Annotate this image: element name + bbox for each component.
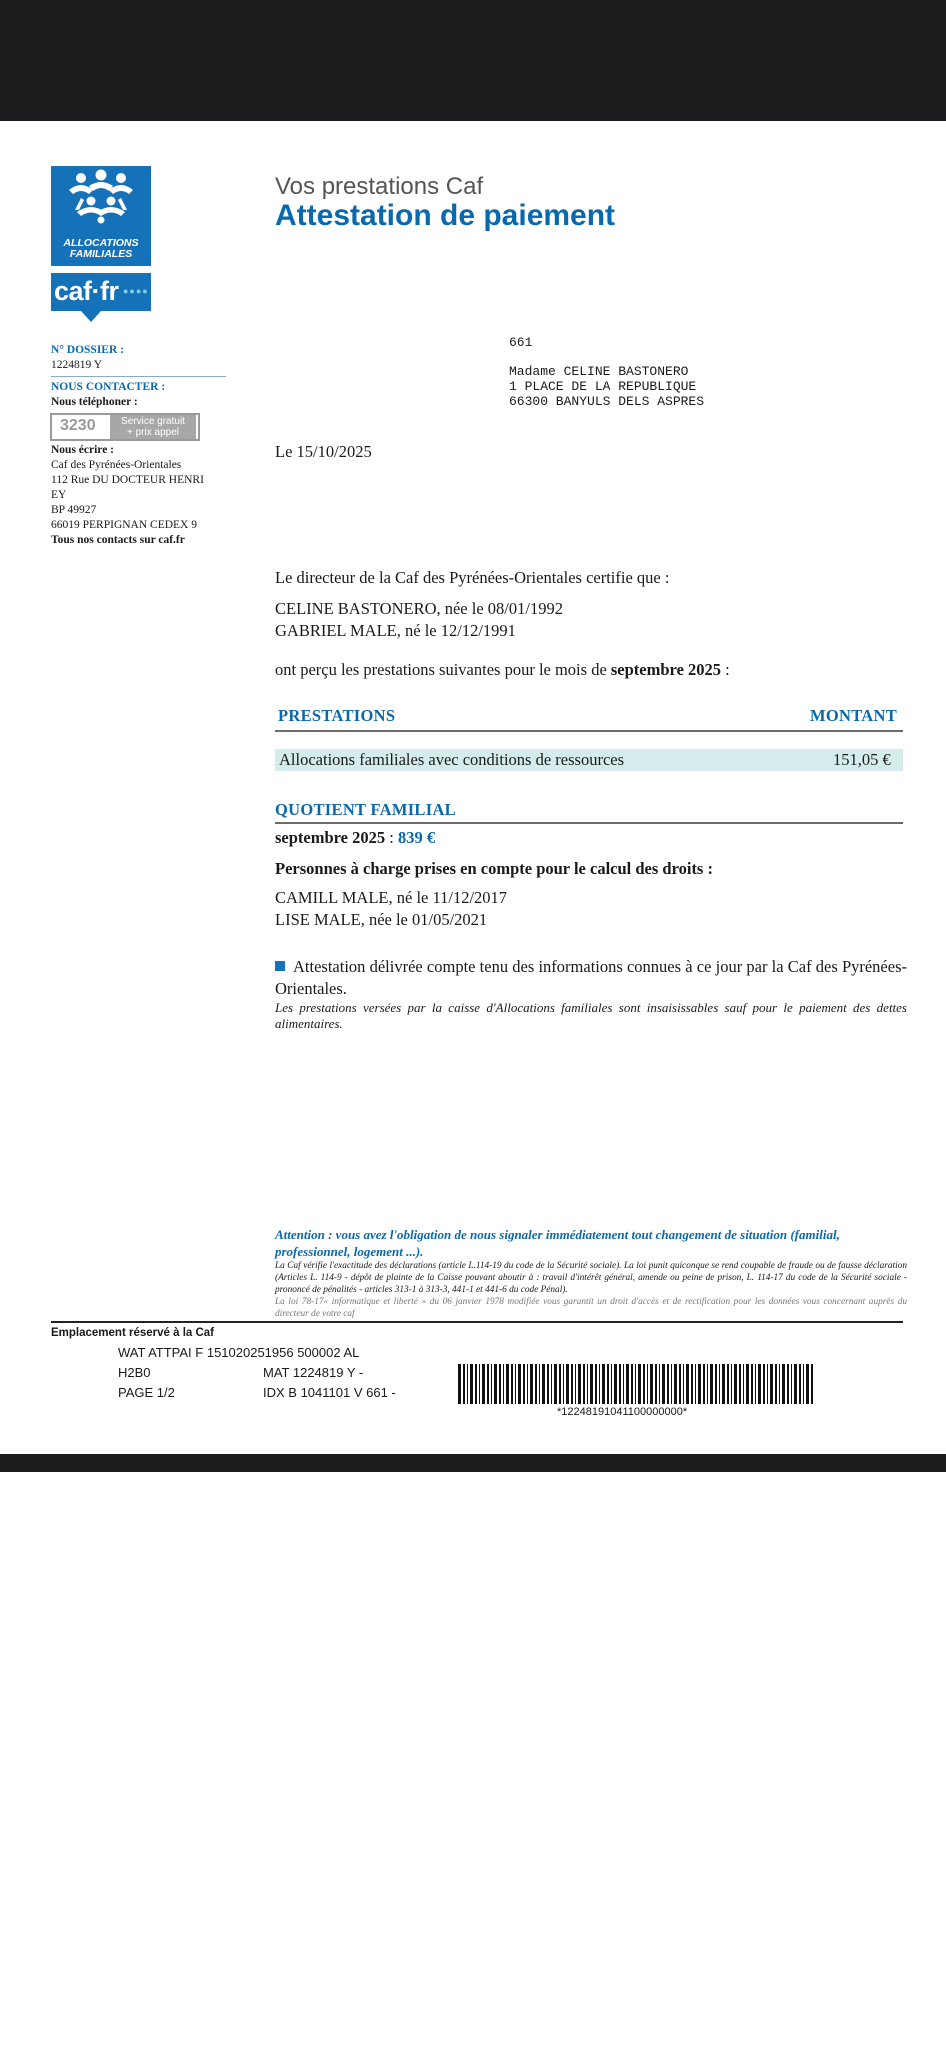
barcode-bar <box>746 1364 749 1404</box>
child: CAMILL MALE, né le 11/12/2017 <box>275 888 508 907</box>
barcode-bar <box>686 1364 689 1404</box>
barcode-bar <box>491 1364 492 1404</box>
charge-title: Personnes à charge prises en compte pour le calcul des droits : <box>275 859 713 878</box>
barcode-bar <box>803 1364 804 1404</box>
page-separator <box>0 1454 946 1472</box>
family-figures-icon <box>51 168 151 230</box>
barcode-bar <box>511 1364 513 1404</box>
sidebar-divider <box>51 376 226 377</box>
barcode-bar <box>719 1364 720 1404</box>
barcode-bar <box>638 1364 641 1404</box>
recipient-line: Madame CELINE BASTONERO <box>509 364 689 379</box>
received-line <box>275 659 730 681</box>
top-dark-bar <box>0 0 946 121</box>
barcode-bar <box>571 1364 573 1404</box>
received-month: septembre 2025 <box>610 660 722 679</box>
dossier-value: 1224819 Y <box>51 359 103 371</box>
logo-line-2: FAMILIALES <box>69 248 133 260</box>
attention-legal-2: La loi 78-17« informatique et liberté » du 06 janvier 1978 modifiée vous garantit un droit d'accès et de rectification pour les données vous concernant auprès du directeur de votre caf <box>275 1297 907 1319</box>
page-subtitle: Vos prestations Caf <box>275 173 484 200</box>
barcode-bar <box>650 1364 653 1404</box>
barcode-bar <box>503 1364 504 1404</box>
barcode-bar <box>487 1364 489 1404</box>
barcode-bar <box>554 1364 557 1404</box>
footer-h2b0: H2B0 <box>118 1365 151 1380</box>
barcode-bar <box>631 1364 633 1404</box>
row-label: Allocations familiales avec conditions de ressources <box>279 750 625 769</box>
footer-rule <box>51 1321 903 1323</box>
barcode-bar <box>479 1364 480 1404</box>
write-label: Nous écrire : <box>51 444 115 456</box>
barcode-bar <box>614 1364 617 1404</box>
qf-colon: : <box>385 828 398 847</box>
reserved-label: Emplacement réservé à la Caf <box>51 1327 215 1339</box>
barcode-bar <box>566 1364 569 1404</box>
barcode-bar <box>595 1364 597 1404</box>
barcode-bar <box>787 1364 789 1404</box>
barcode-bar <box>467 1364 468 1404</box>
barcode-bar <box>698 1364 701 1404</box>
attention-legal-1: La Caf vérifie l'exactitude des déclarations (article L.114-19 du code de la Sécurité sociale). La loi punit quiconque se rend coupable de fraude ou de fausse déclaration (Articles L. 114-9 - dépôt de plainte de la Caisse pouvant aboutir à : travail d'intérêt général, amende ou peine de prison, L. 114-17 du code de la Sécurité sociale - prononcé de pénalités - articles 313-1 à 313-3, 441-1 et 441-6 du code Pénal). <box>275 1261 907 1295</box>
barcode-bar <box>727 1364 729 1404</box>
barcode-bar <box>523 1364 525 1404</box>
beneficiary-list <box>275 598 563 642</box>
address-line: Caf des Pyrénées-Orientales <box>51 459 182 471</box>
barcode-bar <box>619 1364 621 1404</box>
barcode-bar <box>770 1364 773 1404</box>
barcode-bar <box>647 1364 648 1404</box>
barcode-bar <box>731 1364 732 1404</box>
attention-title: Attention : vous avez l'obligation de nous signaler immédiatement tout changement de situation (familial, professionnel, logement ...). <box>275 1227 840 1259</box>
phone-number: 3230 <box>60 417 96 434</box>
speech-tail-icon <box>81 311 101 322</box>
barcode-bar <box>590 1364 593 1404</box>
barcode-bar <box>527 1364 528 1404</box>
barcode-bar <box>607 1364 609 1404</box>
barcode-bar <box>695 1364 696 1404</box>
child: LISE MALE, née le 01/05/2021 <box>275 910 488 929</box>
barcode-bar <box>775 1364 777 1404</box>
footer-mat: MAT 1224819 Y - <box>263 1365 364 1380</box>
beneficiary: CELINE BASTONERO, née le 08/01/1992 <box>275 599 563 618</box>
barcode <box>458 1364 818 1406</box>
barcode-bar <box>578 1364 581 1404</box>
barcode-bar <box>751 1364 753 1404</box>
qf-title: QUOTIENT FAMILIAL <box>275 800 456 819</box>
barcode-bar <box>499 1364 501 1404</box>
children-list <box>275 887 507 931</box>
received-suffix: : <box>721 660 730 679</box>
barcode-bar <box>767 1364 768 1404</box>
table-header-rule <box>275 730 903 732</box>
phone-tag-line-2: + prix appel <box>127 427 179 438</box>
barcode-bar <box>703 1364 705 1404</box>
barcode-bar <box>575 1364 576 1404</box>
barcode-bar <box>458 1364 461 1404</box>
barcode-bar <box>710 1364 713 1404</box>
barcode-bar <box>602 1364 605 1404</box>
barcode-bar <box>758 1364 761 1404</box>
address-line: 66019 PERPIGNAN CEDEX 9 <box>51 519 197 531</box>
barcode-bar <box>779 1364 780 1404</box>
barcode-bar <box>463 1364 465 1404</box>
barcode-bar <box>755 1364 756 1404</box>
contact-label: NOUS CONTACTER : <box>51 381 166 393</box>
recipient-line: 1 PLACE DE LA REPUBLIQUE <box>509 379 697 394</box>
col-montant: MONTANT <box>810 706 898 725</box>
barcode-bar <box>662 1364 665 1404</box>
barcode-text: *12248191041100000000* <box>557 1406 688 1418</box>
col-prestations: PRESTATIONS <box>278 706 396 725</box>
contacts-link[interactable]: Tous nos contacts sur caf.fr <box>51 534 185 546</box>
barcode-bar <box>559 1364 561 1404</box>
qf-month: septembre 2025 <box>275 828 386 847</box>
barcode-bar <box>715 1364 717 1404</box>
barcode-bar <box>671 1364 672 1404</box>
barcode-bar <box>470 1364 473 1404</box>
barcode-bar <box>623 1364 624 1404</box>
barcode-bar <box>635 1364 636 1404</box>
logo-line-1: ALLOCATIONS <box>63 237 139 249</box>
barcode-bar <box>811 1364 813 1404</box>
barcode-bar <box>722 1364 725 1404</box>
address-line: EY <box>51 489 67 501</box>
barcode-bar <box>791 1364 792 1404</box>
barcode-bar <box>475 1364 477 1404</box>
address-line: BP 49927 <box>51 504 97 516</box>
barcode-bar <box>763 1364 765 1404</box>
dots-icon: ●●●● <box>123 286 149 296</box>
barcode-bar <box>482 1364 485 1404</box>
document-page <box>7 121 946 1454</box>
footer-line-1: WAT ATTPAI F 151020251956 500002 AL <box>118 1345 360 1360</box>
barcode-bar <box>739 1364 741 1404</box>
barcode-bar <box>794 1364 797 1404</box>
barcode-bar <box>587 1364 588 1404</box>
page-title: Attestation de paiement <box>275 199 616 232</box>
barcode-bar <box>539 1364 540 1404</box>
barcode-bar <box>683 1364 684 1404</box>
barcode-bar <box>494 1364 497 1404</box>
barcode-bar <box>583 1364 585 1404</box>
caf-fr-text: caf·fr <box>54 276 119 306</box>
barcode-bar <box>518 1364 521 1404</box>
barcode-bar <box>535 1364 537 1404</box>
barcode-bar <box>643 1364 645 1404</box>
barcode-bar <box>530 1364 533 1404</box>
qf-rule <box>275 822 903 824</box>
footer-idx: IDX B 1041101 V 661 - <box>263 1385 396 1400</box>
barcode-bar <box>691 1364 693 1404</box>
barcode-bar <box>611 1364 612 1404</box>
square-bullet-icon <box>275 961 285 971</box>
beneficiary: GABRIEL MALE, né le 12/12/1991 <box>275 621 516 640</box>
recipient-address <box>509 364 704 409</box>
barcode-bar <box>563 1364 564 1404</box>
recipient-line: 66300 BANYULS DELS ASPRES <box>509 394 705 409</box>
phone-tag-line-1: Service gratuit <box>121 416 185 427</box>
barcode-bar <box>599 1364 600 1404</box>
phone-box[interactable] <box>50 413 200 441</box>
dossier-label: N° DOSSIER : <box>51 344 124 356</box>
contact-block <box>51 380 231 410</box>
caf-fr-logo <box>51 273 151 311</box>
date-line: Le 15/10/2025 <box>275 442 372 461</box>
barcode-bar <box>547 1364 549 1404</box>
barcode-bar <box>655 1364 657 1404</box>
phone-tag <box>110 415 196 439</box>
barcode-bar <box>743 1364 744 1404</box>
notice-text: Attestation délivrée compte tenu des informations connues à ce jour par la Caf des Pyrénées-Orientales. <box>275 957 907 998</box>
barcode-bar <box>515 1364 516 1404</box>
barcode-bar <box>542 1364 545 1404</box>
barcode-bar <box>659 1364 660 1404</box>
row-amount: 151,05 € <box>833 750 891 769</box>
footer-page: PAGE 1/2 <box>118 1385 175 1400</box>
barcode-bar <box>626 1364 629 1404</box>
barcode-bar <box>734 1364 737 1404</box>
recipient-code: 661 <box>509 335 533 350</box>
barcode-bar <box>506 1364 509 1404</box>
barcode-bar <box>667 1364 669 1404</box>
received-prefix: ont perçu les prestations suivantes pour le mois de <box>275 660 611 679</box>
address-line: 112 Rue DU DOCTEUR HENRI <box>51 474 204 486</box>
barcode-bar <box>679 1364 681 1404</box>
sidebar <box>51 343 231 373</box>
blank-next-page <box>0 1472 946 2048</box>
address-block <box>51 443 241 548</box>
qf-value: 839 € <box>397 828 436 847</box>
barcode-bar <box>799 1364 801 1404</box>
barcode-bar <box>674 1364 677 1404</box>
barcode-bar <box>551 1364 552 1404</box>
notice-italic: Les prestations versées par la caisse d'Allocations familiales sont insaisissables sauf pour le paiement des dettes alimentaires. <box>275 1000 907 1031</box>
barcode-bar <box>806 1364 809 1404</box>
barcode-bar <box>707 1364 708 1404</box>
qf-line <box>275 827 435 849</box>
notice-main <box>275 956 907 1000</box>
barcode-bar <box>782 1364 785 1404</box>
caf-logo <box>51 166 151 266</box>
certify-text: Le directeur de la Caf des Pyrénées-Orientales certifie que : <box>275 568 670 587</box>
phone-label: Nous téléphoner : <box>51 396 138 408</box>
